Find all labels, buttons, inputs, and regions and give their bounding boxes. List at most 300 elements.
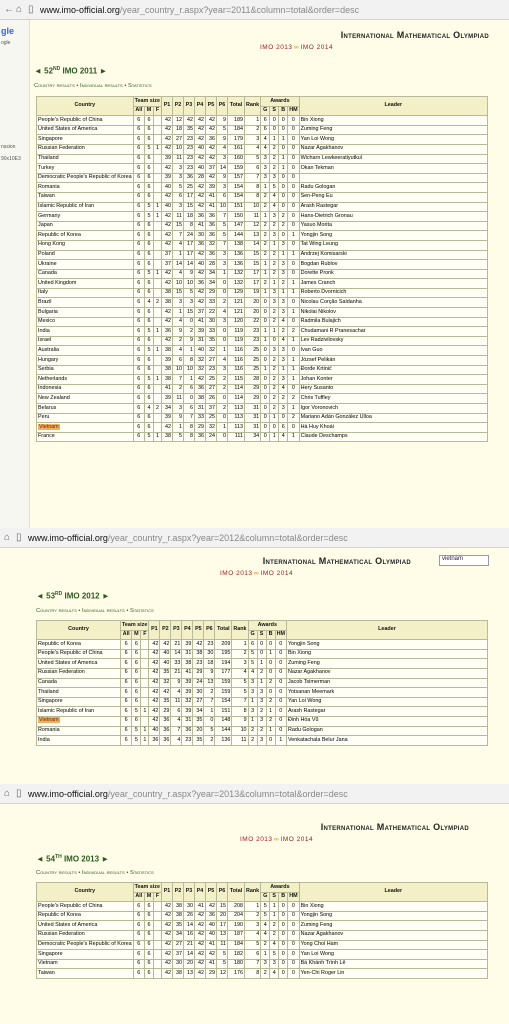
col-g[interactable]: G: [261, 106, 270, 116]
header-prefix[interactable]: ◄ 54: [36, 854, 56, 864]
country-cell[interactable]: [37, 404, 134, 414]
leader-cell[interactable]: Yan Loi Wong: [286, 697, 487, 707]
col-rank[interactable]: Rank: [232, 621, 248, 640]
value-cell: [154, 911, 162, 921]
country-cell[interactable]: [37, 298, 134, 308]
header-prefix[interactable]: ◄ 53: [36, 591, 56, 601]
col-b[interactable]: B: [279, 892, 288, 902]
value-cell: 10: [173, 279, 184, 289]
col-country[interactable]: Country: [37, 97, 134, 116]
country-name[interactable]: Hungary: [38, 356, 59, 363]
value-cell: 24: [193, 678, 204, 688]
leader-cell[interactable]: Yongjin Song: [299, 911, 487, 921]
country-name[interactable]: Romania: [38, 727, 60, 734]
value-cell: 1: [261, 327, 270, 337]
country-name[interactable]: India: [38, 736, 50, 743]
col-all[interactable]: All: [133, 106, 144, 116]
col-f[interactable]: F: [154, 892, 162, 902]
country-name[interactable]: Germany: [38, 212, 61, 219]
country-cell[interactable]: [37, 940, 134, 950]
leader-cell[interactable]: Jacob Tsimerman: [286, 678, 487, 688]
col-g[interactable]: G: [248, 630, 257, 640]
value-cell: 0: [288, 192, 299, 202]
country-cell[interactable]: [37, 346, 134, 356]
col-p6[interactable]: P6: [204, 621, 215, 640]
value-cell: 31: [245, 423, 261, 433]
country-cell[interactable]: [37, 260, 134, 270]
value-cell: 33: [206, 327, 217, 337]
leader-cell[interactable]: Nazar Agakhanov: [299, 144, 487, 154]
value-cell: 14: [217, 164, 228, 174]
country-cell[interactable]: [37, 336, 134, 346]
col-rank[interactable]: Rank: [245, 97, 261, 116]
country-name[interactable]: People's Republic of China: [38, 650, 103, 657]
leader-cell[interactable]: Yong Chol Ham: [299, 940, 487, 950]
leader-cell[interactable]: Chris Tuffley: [299, 394, 487, 404]
imo-2014-link[interactable]: IMO 2014: [300, 44, 334, 51]
value-cell: 113: [228, 423, 245, 433]
value-cell: 5: [144, 269, 153, 279]
leader-cell[interactable]: Nikolai Nikolov: [299, 308, 487, 318]
subnav[interactable]: Country results • Individual results • Statistics: [36, 608, 154, 614]
country-name[interactable]: Poland: [38, 251, 55, 257]
imo-2013-link[interactable]: IMO 2013: [240, 836, 273, 843]
country-name[interactable]: Thailand: [38, 155, 59, 162]
address-bar[interactable]: [0, 784, 509, 804]
country-name[interactable]: Japan: [38, 222, 53, 229]
country-cell[interactable]: [37, 144, 134, 154]
col-p5[interactable]: P5: [206, 883, 217, 902]
country-name[interactable]: Mexico: [38, 318, 56, 325]
value-cell: 2: [270, 269, 279, 279]
col-b[interactable]: B: [266, 630, 275, 640]
value-cell: 0: [275, 697, 286, 707]
leader-cell[interactable]: Igor Voronovich: [299, 404, 487, 414]
country-name[interactable]: United States of America: [38, 921, 98, 928]
value-cell: 3: [270, 212, 279, 222]
country-name[interactable]: Singapore: [38, 135, 63, 142]
value-cell: 42: [162, 969, 173, 979]
value-cell: 0: [279, 413, 288, 423]
col-m[interactable]: M: [144, 106, 153, 116]
country-cell[interactable]: [37, 959, 134, 969]
country-name[interactable]: Ukraine: [38, 260, 57, 267]
col-total[interactable]: Total: [228, 97, 245, 116]
value-cell: 6: [144, 240, 153, 250]
leader-cell[interactable]: Zuming Feng: [299, 921, 487, 931]
leader-cell[interactable]: Yongjin Song: [299, 231, 487, 241]
country-cell[interactable]: [37, 288, 134, 298]
country-name[interactable]: Canada: [38, 270, 57, 277]
home-icon[interactable]: ⌂: [4, 788, 11, 799]
leader-cell[interactable]: Hans-Dietrich Gronau: [299, 212, 487, 222]
leader-cell[interactable]: Yotsanan Meemark: [286, 688, 487, 698]
leader-cell[interactable]: Yongjin Song: [286, 640, 487, 650]
country-cell[interactable]: [37, 716, 121, 726]
col-p3[interactable]: P3: [171, 621, 182, 640]
leader-cell[interactable]: Johan Konter: [299, 375, 487, 385]
col-b[interactable]: B: [279, 106, 288, 116]
leader-cell[interactable]: [299, 173, 487, 183]
country-name[interactable]: India: [38, 327, 50, 334]
leader-cell[interactable]: Nazar Agakhanov: [286, 668, 487, 678]
leader-cell[interactable]: Radmila Bulajich: [299, 317, 487, 327]
header-prefix[interactable]: ◄ 52: [34, 66, 54, 76]
country-name[interactable]: Republic of Korea: [38, 231, 81, 238]
leader-cell[interactable]: Arash Rastegar: [299, 202, 487, 212]
country-name[interactable]: Thailand: [38, 688, 59, 695]
value-cell: 6: [133, 260, 144, 270]
col-hm[interactable]: HM: [288, 106, 299, 116]
subnav[interactable]: Country results • Individual results • Statistics: [34, 83, 152, 89]
col-all[interactable]: All: [121, 630, 132, 640]
country-cell[interactable]: [37, 173, 134, 183]
value-cell: 204: [228, 911, 245, 921]
value-cell: 42: [195, 969, 206, 979]
value-cell: 5: [270, 183, 279, 193]
side-text-1: gle: [1, 26, 15, 36]
imo-2014-link[interactable]: IMO 2014: [260, 570, 294, 577]
col-rank[interactable]: Rank: [245, 883, 261, 902]
col-p6[interactable]: P6: [217, 883, 228, 902]
country-cell[interactable]: [37, 707, 121, 717]
value-cell: 10: [173, 365, 184, 375]
value-cell: 4: [171, 736, 182, 746]
col-m[interactable]: M: [144, 892, 153, 902]
leader-cell[interactable]: Arash Rastegar: [286, 707, 487, 717]
value-cell: 13: [204, 678, 215, 688]
col-leader[interactable]: Leader: [299, 97, 487, 116]
value-cell: 1: [261, 212, 270, 222]
country-cell[interactable]: [37, 183, 134, 193]
country-name[interactable]: Serbia: [38, 366, 54, 373]
imo-2013-link[interactable]: IMO 2013: [220, 570, 253, 577]
value-cell: 29: [195, 423, 206, 433]
country-cell[interactable]: [37, 969, 134, 979]
country-cell[interactable]: [37, 212, 134, 222]
col-g[interactable]: G: [261, 892, 270, 902]
col-p2[interactable]: P2: [173, 883, 184, 902]
country-cell[interactable]: [37, 911, 134, 921]
country-cell[interactable]: [37, 356, 134, 366]
country-cell[interactable]: [37, 116, 134, 126]
country-name[interactable]: Australia: [38, 346, 59, 353]
value-cell: 1: [288, 432, 299, 442]
col-total[interactable]: Total: [215, 621, 232, 640]
country-name[interactable]: Belarus: [38, 404, 57, 411]
value-cell: 42: [195, 125, 206, 135]
value-cell: [154, 940, 162, 950]
value-cell: 6: [133, 969, 144, 979]
country-name[interactable]: Turkey: [38, 164, 55, 171]
value-cell: 0: [279, 902, 288, 912]
country-name[interactable]: Singapore: [38, 950, 63, 957]
leader-cell[interactable]: Yen-Chi Roger Lin: [299, 969, 487, 979]
leader-cell[interactable]: Radu Gologan: [286, 726, 487, 736]
country-cell[interactable]: [37, 423, 134, 433]
country-cell[interactable]: [37, 308, 134, 318]
leader-cell[interactable]: Bin Xiong: [299, 902, 487, 912]
country-cell[interactable]: [37, 269, 134, 279]
col-p6[interactable]: P6: [217, 97, 228, 116]
leader-cell[interactable]: Yan Loi Wong: [299, 950, 487, 960]
col-p3[interactable]: P3: [184, 97, 195, 116]
leader-cell[interactable]: Bá Khánh Trình Lê: [299, 959, 487, 969]
value-cell: 30: [184, 902, 195, 912]
col-p4[interactable]: P4: [195, 883, 206, 902]
value-cell: 4: [270, 192, 279, 202]
col-p4[interactable]: P4: [195, 97, 206, 116]
country-name[interactable]: Republic of Korea: [38, 912, 81, 919]
value-cell: 5: [144, 202, 153, 212]
leader-cell[interactable]: Dorette Pronk: [299, 269, 487, 279]
value-cell: 6: [144, 940, 153, 950]
col-s[interactable]: S: [270, 892, 279, 902]
country-cell[interactable]: [37, 649, 121, 659]
country-name[interactable]: Russian Federation: [38, 145, 85, 152]
country-cell[interactable]: [37, 930, 134, 940]
col-country[interactable]: Country: [37, 621, 121, 640]
col-p5[interactable]: P5: [193, 621, 204, 640]
country-cell[interactable]: [37, 240, 134, 250]
value-cell: 6: [144, 135, 153, 145]
country-cell[interactable]: [37, 640, 121, 650]
value-cell: 129: [228, 288, 245, 298]
header-sup: TH: [55, 854, 62, 860]
country-name[interactable]: Romania: [38, 183, 60, 190]
country-name[interactable]: People's Republic of China: [38, 116, 103, 123]
search-input[interactable]: vietnam: [439, 555, 489, 566]
col-hm[interactable]: HM: [275, 630, 286, 640]
col-team-size: Team size: [133, 883, 161, 893]
country-cell[interactable]: [37, 432, 134, 442]
value-cell: 0: [279, 911, 288, 921]
country-name[interactable]: New Zealand: [38, 394, 70, 401]
value-cell: 42: [162, 240, 173, 250]
country-name[interactable]: Hong Kong: [38, 241, 65, 248]
country-cell[interactable]: [37, 659, 121, 669]
country-cell[interactable]: [37, 688, 121, 698]
country-name[interactable]: United States of America: [38, 126, 98, 133]
col-p3[interactable]: P3: [184, 883, 195, 902]
value-cell: 6: [132, 649, 141, 659]
country-cell[interactable]: [37, 202, 134, 212]
leader-cell[interactable]: Sen-Peng Eu: [299, 192, 487, 202]
value-cell: 2: [270, 308, 279, 318]
country-cell[interactable]: [37, 125, 134, 135]
country-name[interactable]: Islamic Republic of Iran: [38, 203, 95, 210]
col-country[interactable]: Country: [37, 883, 134, 902]
country-cell[interactable]: [37, 317, 134, 327]
country-cell[interactable]: [37, 384, 134, 394]
value-cell: 0: [288, 221, 299, 231]
leader-cell[interactable]: Zuming Feng: [299, 125, 487, 135]
country-name[interactable]: Democratic People's Republic of Korea: [38, 174, 132, 181]
address-bar[interactable]: [0, 528, 509, 548]
country-name[interactable]: Brazil: [38, 298, 52, 305]
leader-cell[interactable]: Zuming Feng: [286, 659, 487, 669]
country-cell[interactable]: [37, 221, 134, 231]
col-leader[interactable]: Leader: [299, 883, 487, 902]
header-suffix[interactable]: IMO 2011 ►: [60, 66, 108, 76]
imo-2013-link[interactable]: IMO 2013: [260, 44, 293, 51]
country-name[interactable]: People's Republic of China: [38, 902, 103, 909]
leader-cell[interactable]: Roberto Dvornicich: [299, 288, 487, 298]
leader-cell[interactable]: Hery Susanto: [299, 384, 487, 394]
leader-cell[interactable]: Lev Radzivilovsky: [299, 336, 487, 346]
value-cell: 31: [245, 404, 261, 414]
value-cell: 0: [270, 116, 279, 126]
col-p1[interactable]: P1: [162, 97, 173, 116]
col-p2[interactable]: P2: [173, 97, 184, 116]
country-name[interactable]: Russian Federation: [38, 669, 85, 676]
country-name[interactable]: United States of America: [38, 659, 98, 666]
leader-cell[interactable]: Đorđe Krtinić: [299, 365, 487, 375]
leader-cell[interactable]: Wicharn Lewkeeratiyutkul: [299, 154, 487, 164]
value-cell: 6: [121, 726, 132, 736]
col-p2[interactable]: P2: [160, 621, 171, 640]
country-cell[interactable]: [37, 164, 134, 174]
home-icon[interactable]: ⌂: [16, 4, 23, 15]
leader-cell[interactable]: Ivan Guo: [299, 346, 487, 356]
value-cell: 14: [173, 260, 184, 270]
country-cell[interactable]: [37, 668, 121, 678]
country-cell[interactable]: [37, 250, 134, 260]
col-p1[interactable]: P1: [149, 621, 160, 640]
col-p4[interactable]: P4: [182, 621, 193, 640]
url-path: /year_country_r.aspx?year=2012&column=total&order=desc: [107, 532, 348, 543]
country-cell[interactable]: [37, 154, 134, 164]
table-row: [37, 384, 488, 394]
country-cell[interactable]: [37, 365, 134, 375]
country-name[interactable]: Vietnam: [39, 423, 59, 430]
country-name[interactable]: Democratic People's Republic of Korea: [38, 941, 132, 948]
country-name[interactable]: Italy: [38, 289, 48, 296]
results-table-2012: [36, 620, 488, 746]
leader-cell[interactable]: James Cranch: [299, 279, 487, 289]
leader-cell[interactable]: Bin Xiong: [286, 649, 487, 659]
country-name[interactable]: Vietnam: [39, 717, 59, 724]
col-p1[interactable]: P1: [162, 883, 173, 902]
leader-cell[interactable]: Đinh Hòa Vũ: [286, 716, 487, 726]
imo-2014-link[interactable]: IMO 2014: [280, 836, 314, 843]
country-cell[interactable]: [37, 394, 134, 404]
country-cell[interactable]: [37, 192, 134, 202]
country-name[interactable]: Bulgaria: [38, 308, 58, 315]
value-cell: 6: [132, 659, 141, 669]
value-cell: 154: [228, 192, 245, 202]
value-cell: 42: [162, 116, 173, 126]
col-s[interactable]: S: [270, 106, 279, 116]
back-arrow-icon[interactable]: ←: [4, 4, 14, 15]
leader-cell[interactable]: Claude Deschamps: [299, 432, 487, 442]
table-row: [37, 375, 488, 385]
col-f[interactable]: F: [154, 106, 162, 116]
leader-cell[interactable]: Bin Xiong: [299, 116, 487, 126]
leader-cell[interactable]: József Pelikán: [299, 356, 487, 366]
value-cell: 5: [132, 736, 141, 746]
country-name[interactable]: Peru: [38, 414, 50, 421]
country-cell[interactable]: [37, 413, 134, 423]
country-name[interactable]: France: [38, 433, 55, 440]
country-name[interactable]: Republic of Korea: [38, 640, 81, 647]
country-cell[interactable]: [37, 726, 121, 736]
country-name[interactable]: Indonesia: [38, 385, 62, 392]
leader-cell[interactable]: Venkatachala Belur Jana: [286, 736, 487, 746]
leader-cell[interactable]: Okan Tekman: [299, 164, 487, 174]
country-cell[interactable]: [37, 950, 134, 960]
country-cell[interactable]: [37, 736, 121, 746]
country-name[interactable]: Singapore: [38, 698, 63, 705]
address-bar[interactable]: [0, 0, 509, 20]
col-team-size: Team size: [121, 621, 149, 631]
leader-cell[interactable]: Radu Gologan: [299, 183, 487, 193]
col-f[interactable]: F: [141, 630, 149, 640]
country-name[interactable]: Islamic Republic of Iran: [38, 707, 95, 714]
country-name[interactable]: United Kingdom: [38, 279, 77, 286]
col-p5[interactable]: P5: [206, 97, 217, 116]
country-cell[interactable]: [37, 678, 121, 688]
value-cell: 6: [133, 298, 144, 308]
leader-cell[interactable]: Nazar Agakhanov: [299, 930, 487, 940]
value-cell: 1: [154, 375, 162, 385]
country-cell[interactable]: [37, 902, 134, 912]
country-name[interactable]: Canada: [38, 679, 57, 686]
country-name[interactable]: Israel: [38, 337, 52, 344]
country-name[interactable]: Russian Federation: [38, 931, 85, 938]
subnav[interactable]: Country results • Individual results • Statistics: [36, 870, 154, 876]
country-cell[interactable]: [37, 231, 134, 241]
header-suffix[interactable]: IMO 2013 ►: [61, 854, 110, 864]
leader-cell[interactable]: Chudamani R Pranesachar: [299, 327, 487, 337]
col-m[interactable]: M: [132, 630, 141, 640]
country-name[interactable]: Taiwan: [38, 193, 55, 200]
value-cell: 27: [193, 697, 204, 707]
header-suffix[interactable]: IMO 2012 ►: [62, 591, 110, 601]
value-cell: 160: [228, 154, 245, 164]
value-cell: 7: [171, 726, 182, 736]
country-name[interactable]: Netherlands: [38, 375, 68, 382]
country-name[interactable]: Vietnam: [38, 960, 58, 967]
leader-cell[interactable]: Tat Wing Leung: [299, 240, 487, 250]
country-name[interactable]: Taiwan: [38, 969, 55, 976]
leader-cell[interactable]: Hà Huy Khoái: [299, 423, 487, 433]
value-cell: 0: [266, 640, 275, 650]
home-icon[interactable]: ⌂: [4, 532, 11, 543]
leader-cell[interactable]: Mariano Adán González Ulloa: [299, 413, 487, 423]
leader-cell[interactable]: Yasuo Morita: [299, 221, 487, 231]
leader-cell[interactable]: Andrzej Komisarski: [299, 250, 487, 260]
col-all[interactable]: All: [133, 892, 144, 902]
value-cell: 3: [232, 659, 248, 669]
table-row: [37, 336, 488, 346]
col-hm[interactable]: HM: [288, 892, 299, 902]
country-cell[interactable]: [37, 921, 134, 931]
col-s[interactable]: S: [257, 630, 266, 640]
country-cell[interactable]: [37, 697, 121, 707]
col-leader[interactable]: Leader: [286, 621, 487, 640]
value-cell: 119: [228, 327, 245, 337]
leader-cell[interactable]: Yan Loi Wong: [299, 135, 487, 145]
country-cell[interactable]: [37, 135, 134, 145]
country-cell[interactable]: [37, 375, 134, 385]
table-row: [37, 192, 488, 202]
col-total[interactable]: Total: [228, 883, 245, 902]
leader-cell[interactable]: Nicolau Corção Saldanha: [299, 298, 487, 308]
leader-cell[interactable]: Bogdan Rublov: [299, 260, 487, 270]
country-cell[interactable]: [37, 279, 134, 289]
country-cell[interactable]: [37, 327, 134, 337]
